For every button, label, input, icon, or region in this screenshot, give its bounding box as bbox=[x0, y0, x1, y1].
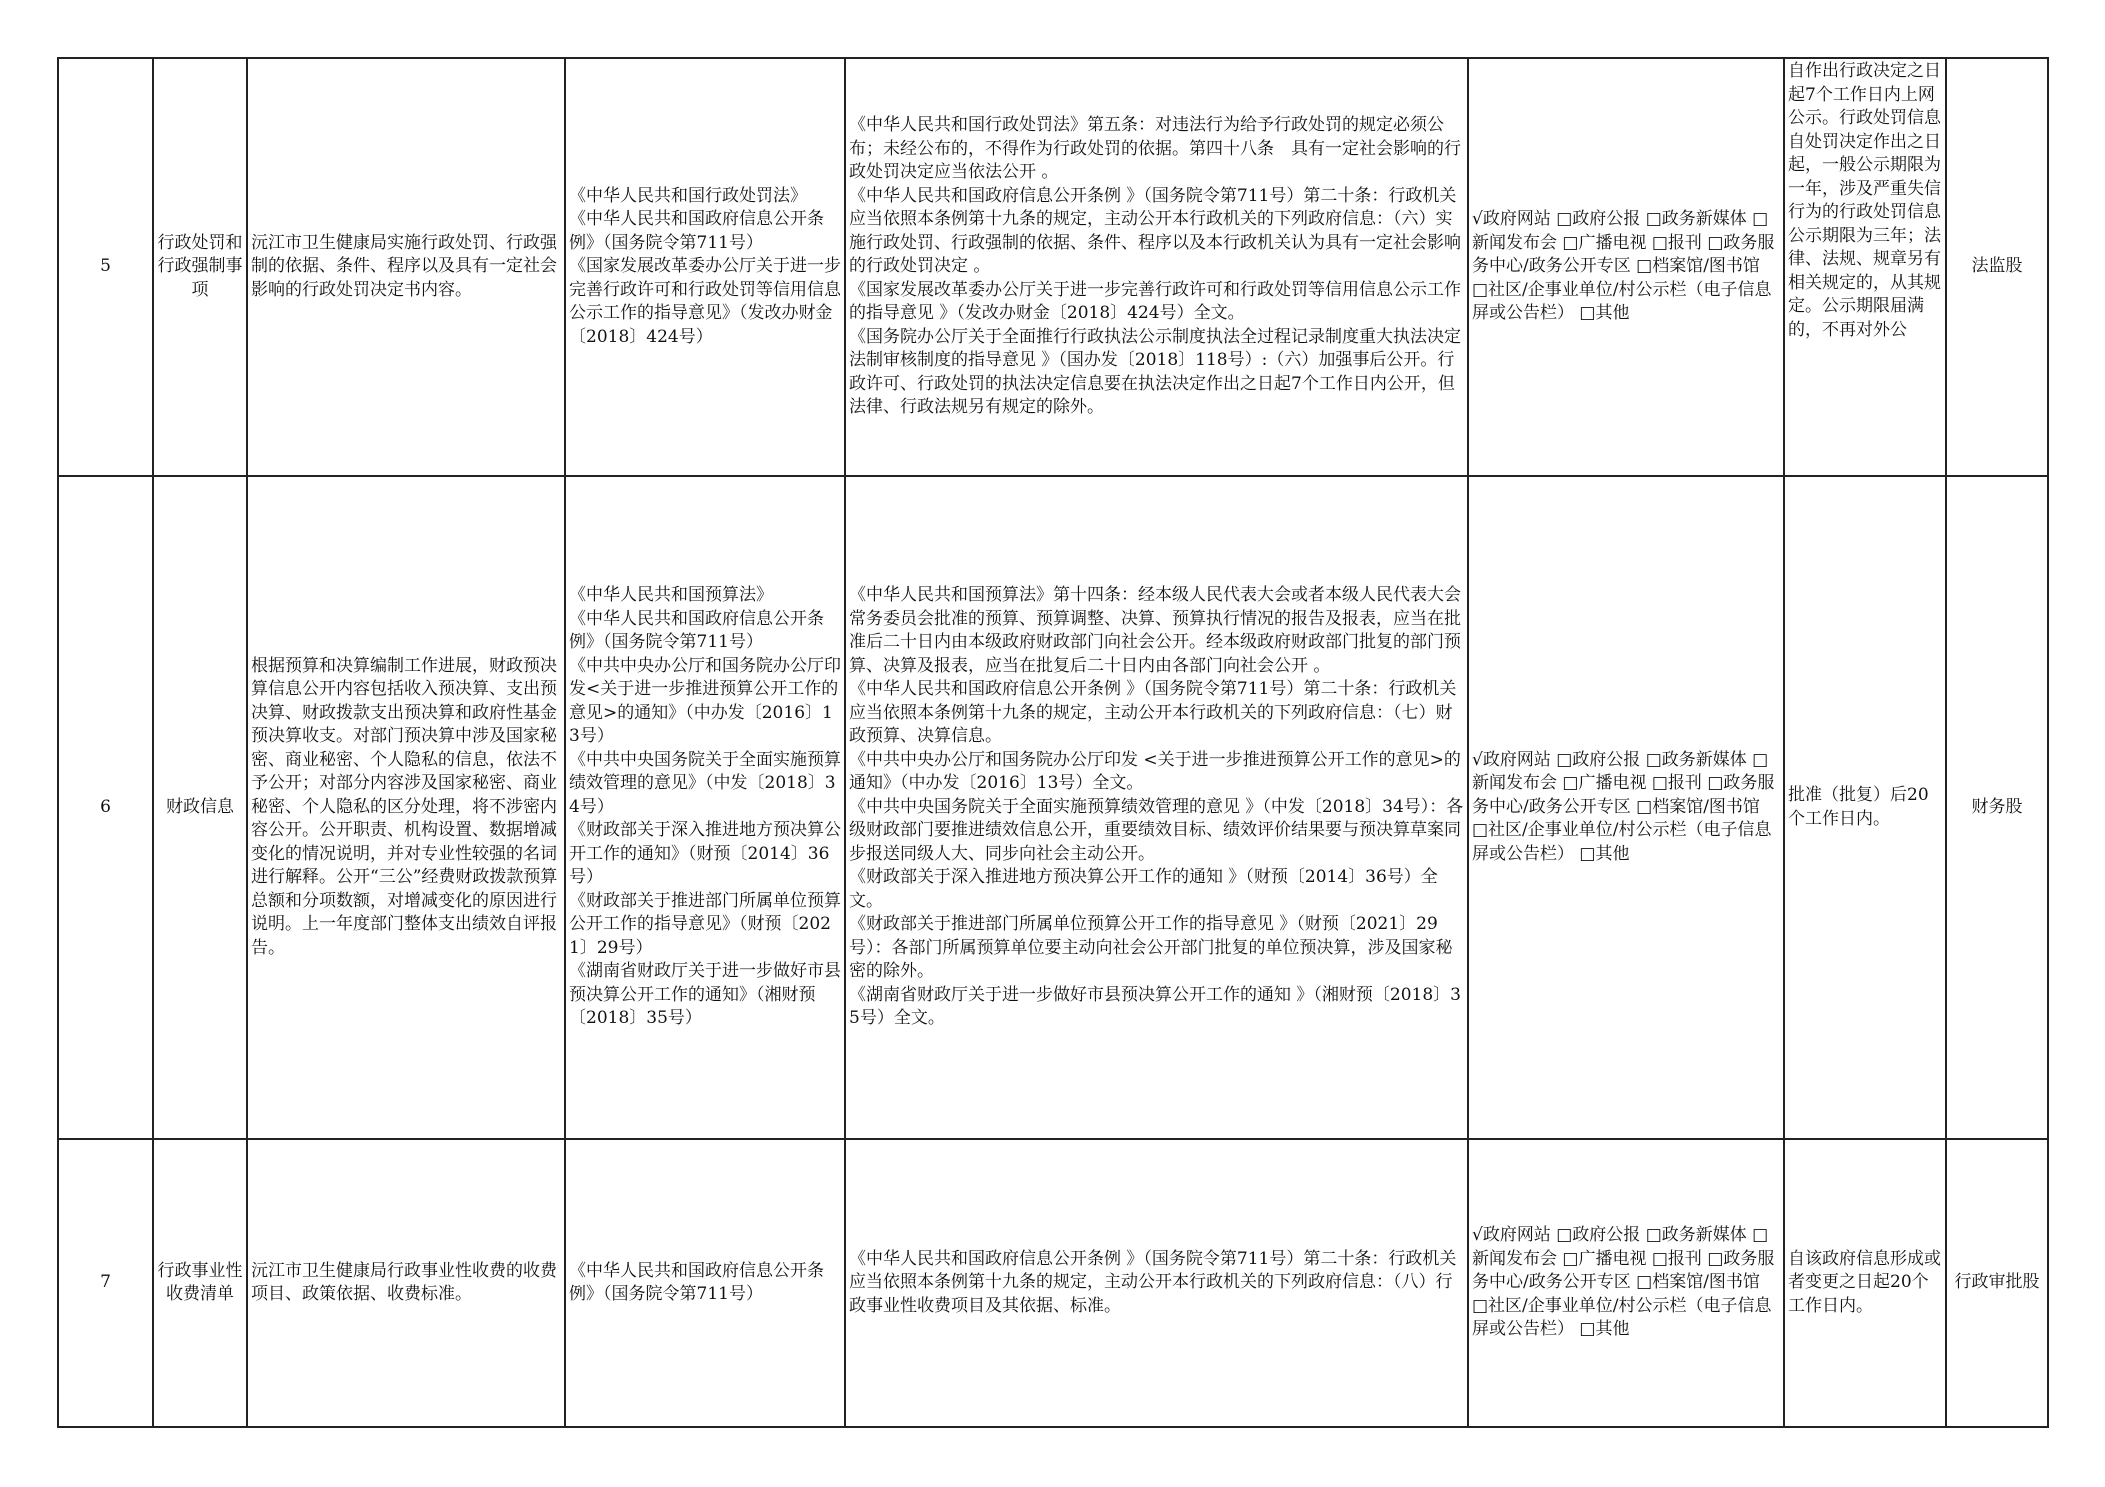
table-row bbox=[58, 1139, 2048, 1427]
item-clause: 《中华人民共和国预算法》第十四条：经本级人民代表大会或者本级人民代表大会常务委员会批准的预算、预算调整、决算、预算执行情况的报告及报表，应当在批准后二十日内由本级政府财政部门向社会公开。经本级政府财政部门批复的部门预算、决算及报表，应当在批复后二十日内由各部门向社会公开 。 《中华人民共和国政府信息公开条例 》（国务院令第711号）第二十条：行政机关应当依照本条例第十九条的规定，主动公开本行政机关的下列政府信息：（七）财政预算、决算信息。 《中共中央办公厅和国务院办公厅印发 <关于进一步推进预算公开工作的意见>的通知》（中办发〔2016〕13号）全文。 《中共中央国务院关于全面实施预算绩效管理的意见 》（中发〔2018〕34号）：各级财政部门要推进绩效信息公开，重要绩效目标、绩效评价结果要与预决算草案同步报送同级人大、同步向社会主动公开。 《财政部关于深入推进地方预决算公开工作的通知 》（财预〔2014〕36号）全文。 《财政部关于推进部门所属单位预算公开工作的指导意见 》（财预〔2021〕29号）：各部门所属预算单位要主动向社会公开部门批复的单位预决算，涉及国家秘密的除外。 《湖南省财政厅关于进一步做好市县预决算公开工作的通知 》（湘财预〔2018〕35号）全文。 bbox=[845, 476, 1468, 1139]
disclosure-table bbox=[57, 57, 2049, 1428]
item-time-limit: 自该政府信息形成或者变更之日起20个工作日内。 bbox=[1784, 1139, 1946, 1427]
item-content: 沅江市卫生健康局实施行政处罚、行政强制的依据、条件、程序以及具有一定社会影响的行政处罚决定书内容。 bbox=[247, 58, 565, 476]
item-name: 财政信息 bbox=[153, 476, 247, 1139]
row-number: 6 bbox=[58, 476, 153, 1139]
table-row bbox=[58, 58, 2048, 476]
item-department: 法监股 bbox=[1946, 58, 2048, 476]
item-basis: 《中华人民共和国行政处罚法》 《中华人民共和国政府信息公开条例》（国务院令第711号） 《国家发展改革委办公厅关于进一步完善行政许可和行政处罚等信用信息公示工作的指导意见》（发改办财金〔2018〕424号） bbox=[565, 58, 845, 476]
item-basis: 《中华人民共和国政府信息公开条例》（国务院令第711号） bbox=[565, 1139, 845, 1427]
item-channels: √政府网站 □政府公报 □政务新媒体 □新闻发布会 □广播电视 □报刊 □政务服务中心/政务公开专区 □档案馆/图书馆 □社区/企事业单位/村公示栏（电子信息屏或公告栏） □其他 bbox=[1468, 1139, 1784, 1427]
item-department: 行政审批股 bbox=[1946, 1139, 2048, 1427]
row-number: 7 bbox=[58, 1139, 153, 1427]
item-time-limit: 自作出行政决定之日起7个工作日内上网公示。行政处罚信息自处罚决定作出之日起，一般公示期限为一年，涉及严重失信行为的行政处罚信息公示期限为三年；法律、法规、规章另有相关规定的，从其规定。公示期限届满的，不再对外公 bbox=[1784, 58, 1946, 476]
table-row bbox=[58, 476, 2048, 1139]
item-name: 行政事业性收费清单 bbox=[153, 1139, 247, 1427]
item-channels: √政府网站 □政府公报 □政务新媒体 □新闻发布会 □广播电视 □报刊 □政务服务中心/政务公开专区 □档案馆/图书馆 □社区/企事业单位/村公示栏（电子信息屏或公告栏） □其他 bbox=[1468, 58, 1784, 476]
item-department: 财务股 bbox=[1946, 476, 2048, 1139]
item-name: 行政处罚和行政强制事项 bbox=[153, 58, 247, 476]
item-basis: 《中华人民共和国预算法》 《中华人民共和国政府信息公开条例》（国务院令第711号） 《中共中央办公厅和国务院办公厅印发<关于进一步推进预算公开工作的意见>的通知》（中办发〔2016〕13号） 《中共中央国务院关于全面实施预算绩效管理的意见》（中发〔2018〕34号） 《财政部关于深入推进地方预决算公开工作的通知》（财预〔2014〕36号） 《财政部关于推进部门所属单位预算公开工作的指导意见》（财预〔2021〕29号） 《湖南省财政厅关于进一步做好市县预决算公开工作的通知》（湘财预〔2018〕35号） bbox=[565, 476, 845, 1139]
item-content: 根据预算和决算编制工作进展，财政预决算信息公开内容包括收入预决算、支出预决算、财政拨款支出预决算和政府性基金预决算收支。对部门预决算中涉及国家秘密、商业秘密、个人隐私的信息，依法不予公开；对部分内容涉及国家秘密、商业秘密、个人隐私的区分处理，将不涉密内容公开。公开职责、机构设置、数据增减变化的情况说明，并对专业性较强的名词进行解释。公开“三公”经费财政拨款预算总额和分项数额，对增减变化的原因进行说明。上一年度部门整体支出绩效自评报告。 bbox=[247, 476, 565, 1139]
item-clause: 《中华人民共和国行政处罚法》第五条：对违法行为给予行政处罚的规定必须公布；未经公布的，不得作为行政处罚的依据。第四十八条 具有一定社会影响的行政处罚决定应当依法公开 。 《中华人民共和国政府信息公开条例 》（国务院令第711号）第二十条：行政机关应当依照本条例第十九条的规定，主动公开本行政机关的下列政府信息：（六）实施行政处罚、行政强制的依据、条件、程序以及本行政机关认为具有一定社会影响的行政处罚决定 。 《国家发展改革委办公厅关于进一步完善行政许可和行政处罚等信用信息公示工作的指导意见 》（发改办财金〔2018〕424号）全文。 《国务院办公厅关于全面推行行政执法公示制度执法全过程记录制度重大执法决定法制审核制度的指导意见 》（国办发〔2018〕118号）:（六）加强事后公开。行政许可、行政处罚的执法决定信息要在执法决定作出之日起7个工作日内公开，但法律、行政法规另有规定的除外。 bbox=[845, 58, 1468, 476]
item-channels: √政府网站 □政府公报 □政务新媒体 □新闻发布会 □广播电视 □报刊 □政务服务中心/政务公开专区 □档案馆/图书馆 □社区/企事业单位/村公示栏（电子信息屏或公告栏） □其他 bbox=[1468, 476, 1784, 1139]
item-time-limit: 批准（批复）后20个工作日内。 bbox=[1784, 476, 1946, 1139]
row-number: 5 bbox=[58, 58, 153, 476]
item-content: 沅江市卫生健康局行政事业性收费的收费项目、政策依据、收费标准。 bbox=[247, 1139, 565, 1427]
item-clause: 《中华人民共和国政府信息公开条例 》（国务院令第711号）第二十条：行政机关应当依照本条例第十九条的规定，主动公开本行政机关的下列政府信息：（八）行政事业性收费项目及其依据、标准。 bbox=[845, 1139, 1468, 1427]
